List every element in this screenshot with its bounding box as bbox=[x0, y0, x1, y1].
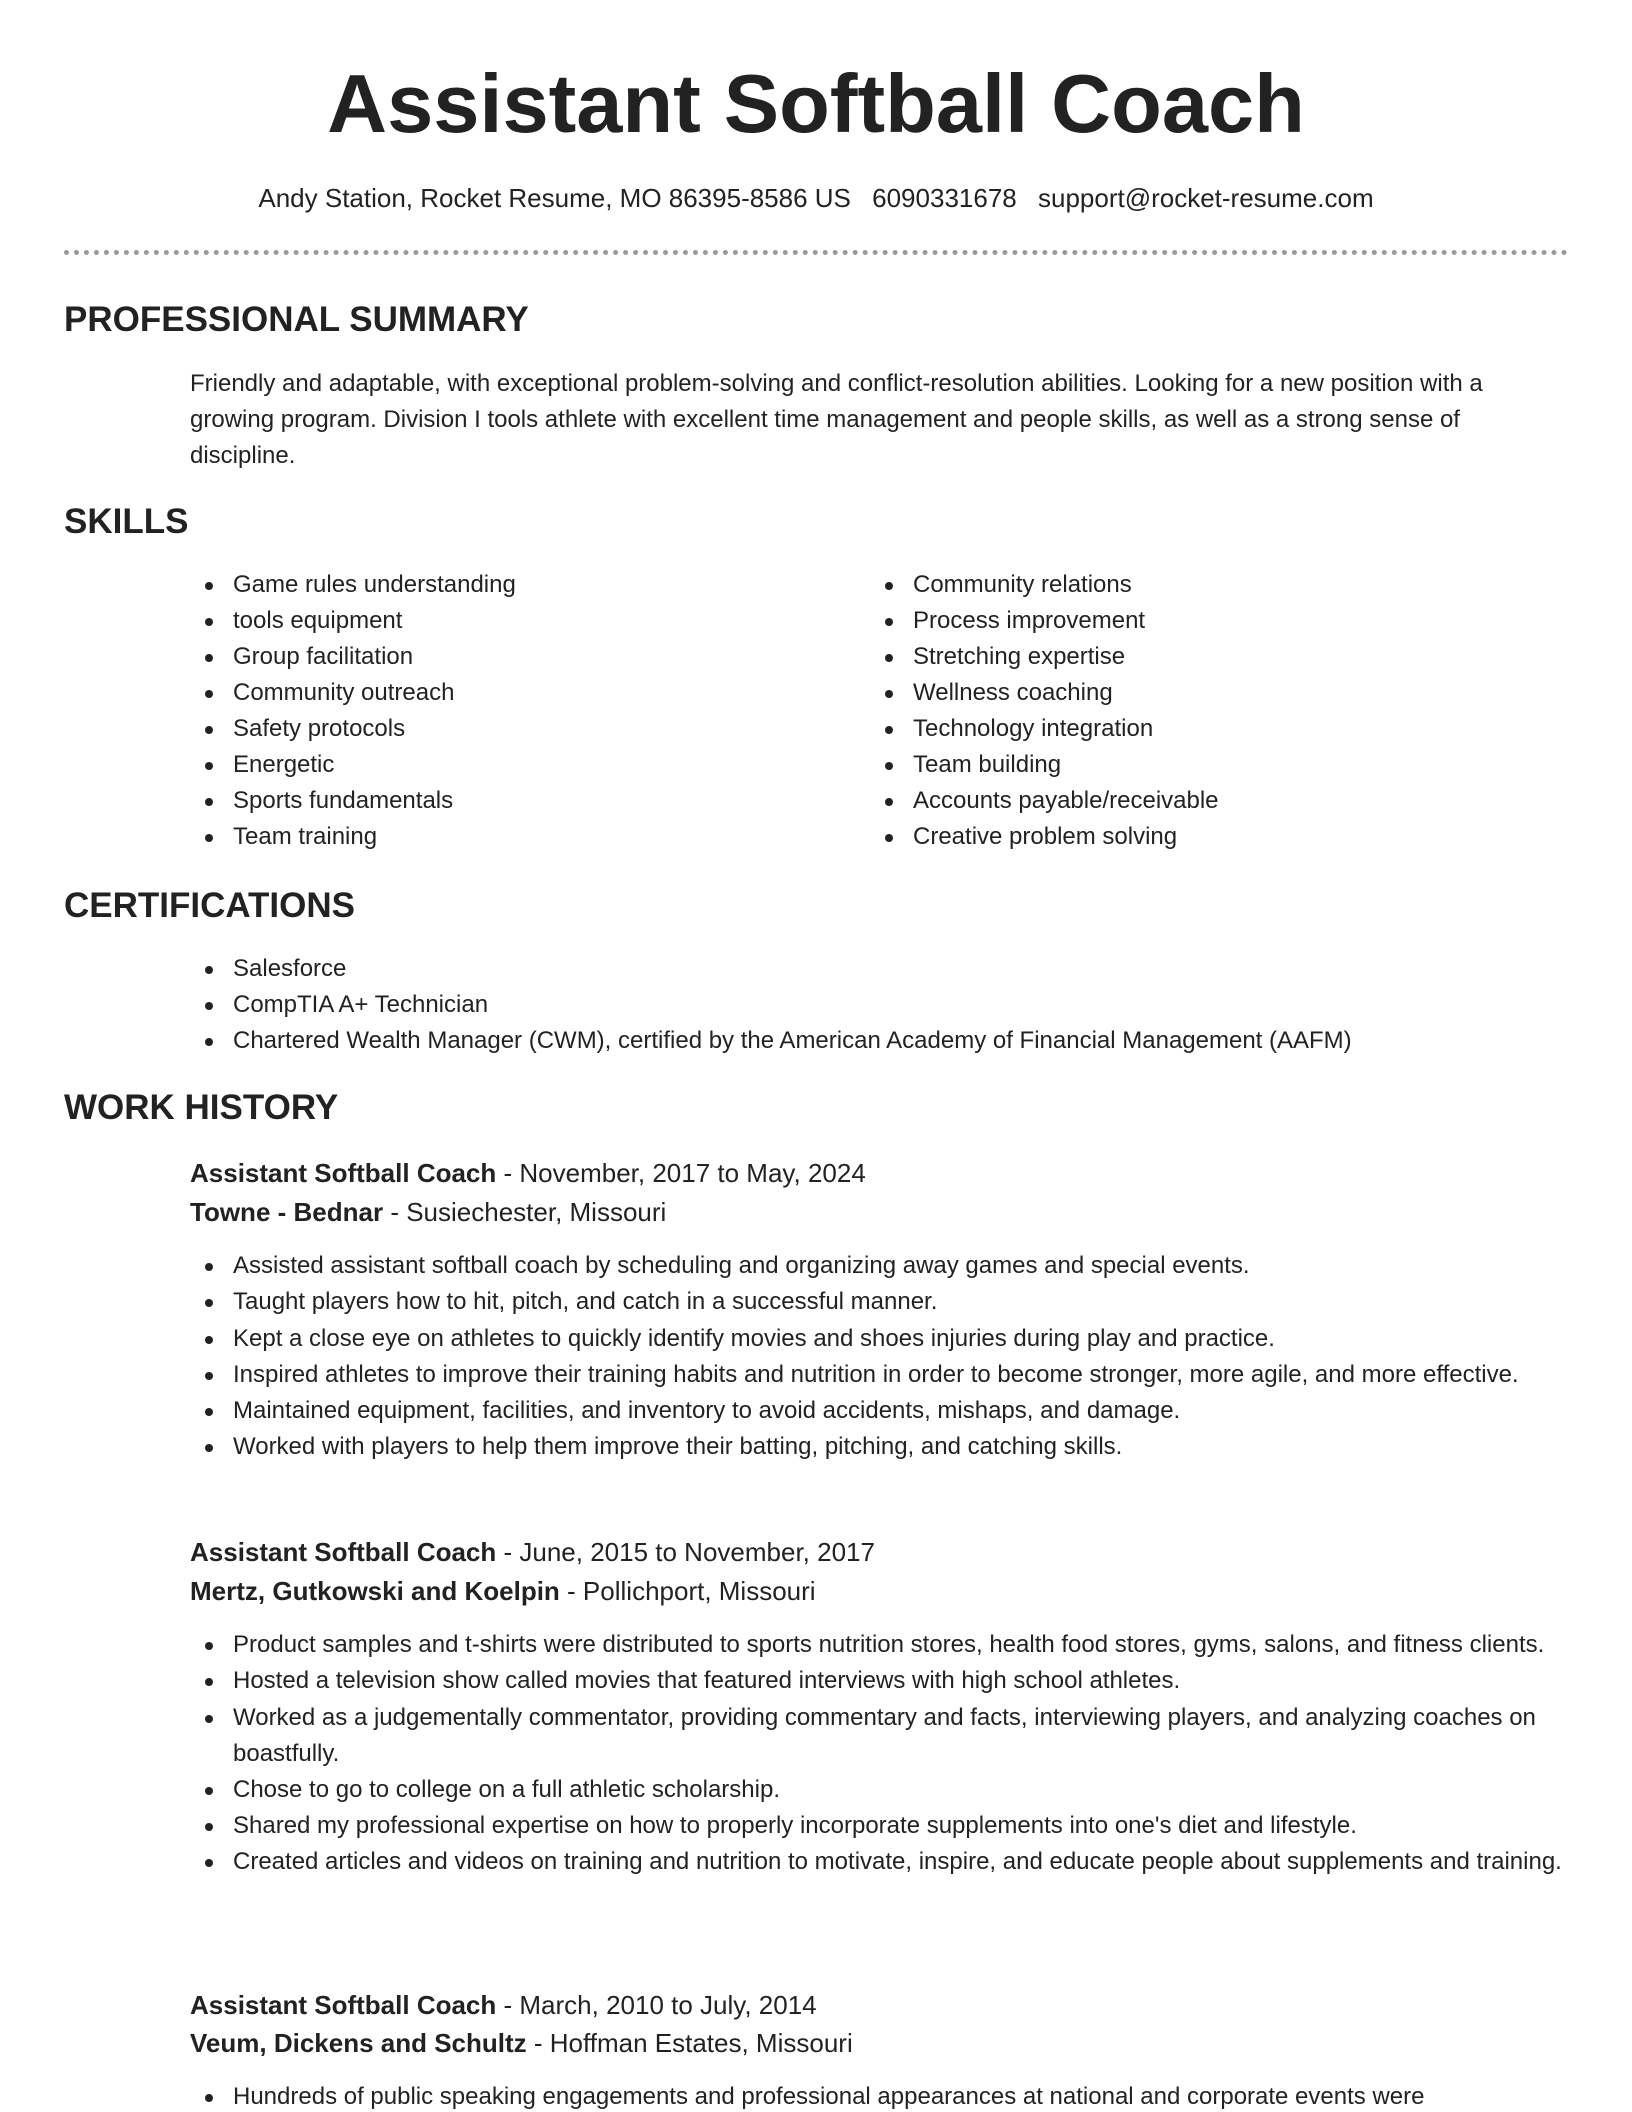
job-title-line bbox=[190, 1153, 866, 1193]
work-history-heading: WORK HISTORY bbox=[64, 1088, 339, 1127]
job-title: Assistant Softball Coach bbox=[190, 1990, 497, 2020]
job-title-line bbox=[190, 1985, 817, 2025]
job-bullet: Maintained equipment, facilities, and inventory to avoid accidents, mishaps, and damage. bbox=[190, 1393, 1570, 1429]
job-company-line bbox=[190, 1571, 816, 1611]
job-bullet: Shared my professional expertise on how to properly incorporate supplements into one's diet and lifestyle. bbox=[190, 1808, 1570, 1844]
skills-list-right bbox=[870, 567, 1570, 855]
skills-list-left bbox=[190, 567, 830, 855]
job-bullet: Kept a close eye on athletes to quickly identify movies and shoes injuries during play and practice. bbox=[190, 1321, 1570, 1357]
skill-item: Group facilitation bbox=[190, 639, 830, 675]
job-bullets bbox=[190, 2079, 1570, 2112]
skill-item: Accounts payable/receivable bbox=[870, 783, 1570, 819]
skill-item: Game rules understanding bbox=[190, 567, 830, 603]
skill-item: Sports fundamentals bbox=[190, 783, 830, 819]
job-company: Towne - Bednar bbox=[190, 1197, 384, 1227]
job-bullet: Hundreds of public speaking engagements and professional appearances at national and corporate events were bbox=[190, 2079, 1570, 2112]
job-bullet: Hosted a television show called movies that featured interviews with high school athletes. bbox=[190, 1663, 1570, 1699]
job-location: - Susiechester, Missouri bbox=[383, 1197, 667, 1227]
job-company: Mertz, Gutkowski and Koelpin bbox=[190, 1576, 560, 1606]
skill-item: Stretching expertise bbox=[870, 639, 1570, 675]
contact-email: support@rocket-resume.com bbox=[1037, 183, 1374, 213]
contact-address: Andy Station, Rocket Resume, MO 86395-8586 US bbox=[258, 183, 851, 213]
certification-item: Chartered Wealth Manager (CWM), certified by the American Academy of Financial Management (AAFM) bbox=[190, 1023, 1580, 1059]
job-dates: - November, 2017 to May, 2024 bbox=[496, 1158, 866, 1188]
header-divider bbox=[64, 250, 1568, 255]
certification-item: Salesforce bbox=[190, 951, 1580, 987]
skill-item: Community outreach bbox=[190, 675, 830, 711]
skill-item: Process improvement bbox=[870, 603, 1570, 639]
certifications-list bbox=[190, 951, 1580, 1059]
job-bullet: Product samples and t-shirts were distributed to sports nutrition stores, health food stores, gyms, salons, and fitness clients. bbox=[190, 1627, 1570, 1663]
skill-item: Technology integration bbox=[870, 711, 1570, 747]
summary-text: Friendly and adaptable, with exceptional problem-solving and conflict-resolution abilities. Looking for a new position with a growing program. Division I tools athlete with excellent time management and people skills, as well as a strong sense of discipline. bbox=[190, 370, 1483, 469]
skill-item: Safety protocols bbox=[190, 711, 830, 747]
skill-item: Wellness coaching bbox=[870, 675, 1570, 711]
job-bullets bbox=[190, 1248, 1570, 1466]
job-location: - Hoffman Estates, Missouri bbox=[526, 2028, 853, 2058]
resume-title: Assistant Softball Coach bbox=[327, 57, 1305, 150]
job-dates: - March, 2010 to July, 2014 bbox=[496, 1990, 817, 2020]
job-title: Assistant Softball Coach bbox=[190, 1537, 497, 1567]
skill-item: Team building bbox=[870, 747, 1570, 783]
job-bullet: Worked as a judgementally commentator, providing commentary and facts, interviewing players, and analyzing coaches on boastfully. bbox=[190, 1700, 1570, 1772]
contact-phone: 6090331678 bbox=[872, 183, 1017, 213]
job-bullet: Taught players how to hit, pitch, and catch in a successful manner. bbox=[190, 1284, 1570, 1320]
job-company-line bbox=[190, 2023, 853, 2063]
skill-item: Team training bbox=[190, 819, 830, 855]
job-bullet: Chose to go to college on a full athletic scholarship. bbox=[190, 1772, 1570, 1808]
job-bullet: Worked with players to help them improve their batting, pitching, and catching skills. bbox=[190, 1429, 1570, 1465]
job-bullets bbox=[190, 1627, 1570, 1881]
certification-item: CompTIA A+ Technician bbox=[190, 987, 1580, 1023]
certifications-heading: CERTIFICATIONS bbox=[64, 886, 356, 925]
skill-item: Community relations bbox=[870, 567, 1570, 603]
summary-heading: PROFESSIONAL SUMMARY bbox=[64, 300, 529, 339]
skill-item: Energetic bbox=[190, 747, 830, 783]
job-title: Assistant Softball Coach bbox=[190, 1158, 497, 1188]
skill-item: Creative problem solving bbox=[870, 819, 1570, 855]
contact-line bbox=[0, 178, 1632, 218]
skill-item: tools equipment bbox=[190, 603, 830, 639]
job-dates: - June, 2015 to November, 2017 bbox=[496, 1537, 875, 1567]
job-location: - Pollichport, Missouri bbox=[559, 1576, 816, 1606]
job-company: Veum, Dickens and Schultz bbox=[190, 2028, 527, 2058]
job-bullet: Inspired athletes to improve their training habits and nutrition in order to become stronger, more agile, and more effective. bbox=[190, 1357, 1570, 1393]
job-bullet: Assisted assistant softball coach by scheduling and organizing away games and special events. bbox=[190, 1248, 1570, 1284]
skills-heading: SKILLS bbox=[64, 502, 189, 541]
job-bullet: Created articles and videos on training and nutrition to motivate, inspire, and educate people about supplements and training. bbox=[190, 1844, 1570, 1880]
job-title-line bbox=[190, 1532, 875, 1572]
job-company-line bbox=[190, 1192, 666, 1232]
